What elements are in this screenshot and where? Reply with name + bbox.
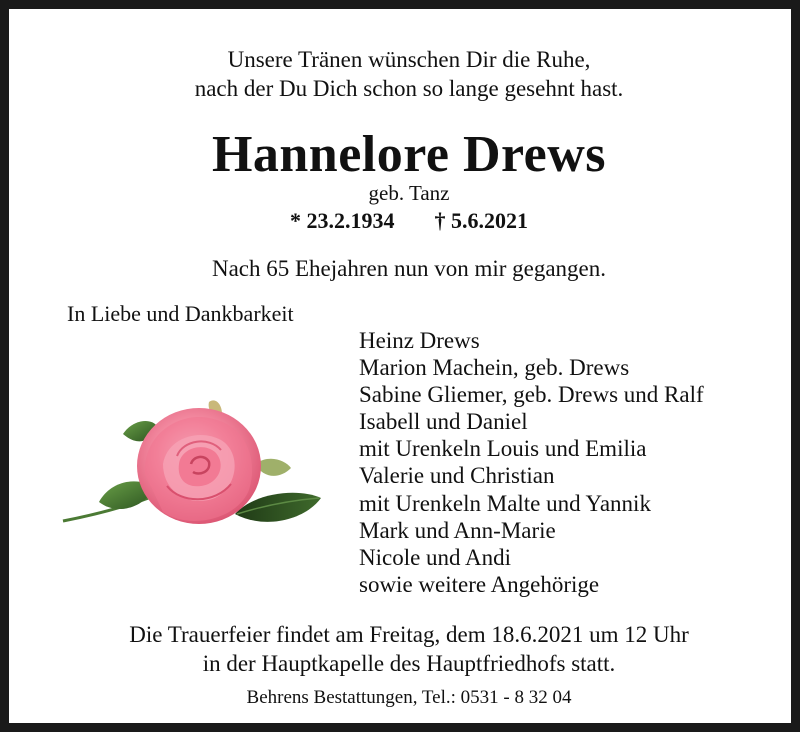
quote-line-1: Unsere Tränen wünschen Dir die Ruhe, (227, 47, 591, 72)
life-dates (9, 207, 800, 235)
funeral-line-1: Die Trauerfeier findet am Freitag, dem 18.6.2021 um 12 Uhr (129, 622, 689, 647)
birth-name: geb. Tanz (368, 181, 450, 205)
deceased-name: Hannelore Drews (211, 126, 607, 183)
marriage-note: Nach 65 Ehejahren nun von mir gegangen. (211, 256, 607, 281)
mourner-item: Heinz Drews (359, 328, 480, 353)
death-date: † 5.6.2021 (434, 208, 528, 233)
love-line: In Liebe und Dankbarkeit (67, 301, 294, 326)
funeral-info (9, 620, 800, 678)
mourner-item: mit Urenkeln Malte und Yannik (359, 490, 651, 516)
opening-quote (9, 45, 800, 103)
mourner-item: Isabell und Daniel (359, 409, 528, 435)
mourner-item: Marion Machein, geb. Drews (359, 355, 630, 381)
undertaker-contact: Behrens Bestattungen, Tel.: 0531 - 8 32 04 (246, 687, 572, 708)
mourner-item: Valerie und Christian (359, 463, 555, 489)
mourner-item: mit Urenkeln Louis und Emilia (359, 436, 647, 462)
quote-line-2: nach der Du Dich schon so lange gesehnt hast. (194, 76, 624, 101)
mourner-item: Mark und Ann-Marie (359, 517, 556, 543)
rose-icon (59, 394, 329, 544)
mourner-item: Sabine Gliemer, geb. Drews und Ralf (359, 382, 704, 408)
mourner-item: sowie weitere Angehörige (359, 571, 600, 597)
birth-date: * 23.2.1934 (290, 208, 395, 233)
funeral-line-2: in der Hauptkapelle des Hauptfriedhofs statt. (202, 651, 616, 676)
mourners-list (359, 327, 704, 598)
mourner-item: Nicole und Andi (359, 544, 512, 570)
